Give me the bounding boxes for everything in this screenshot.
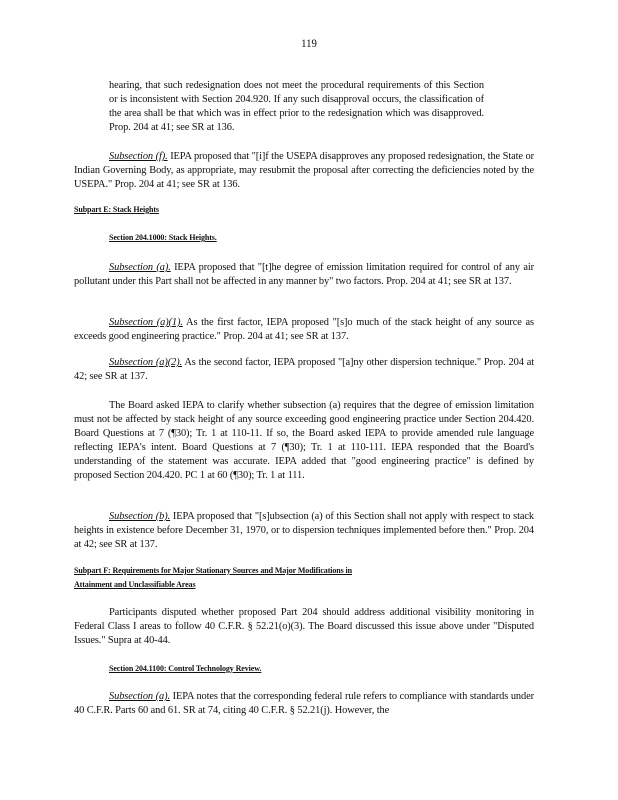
subsection-label: Subsection (f). bbox=[109, 151, 168, 162]
paragraph-hearing: hearing, that such redesignation does not meet the procedural requirements of this Section or is inconsistent with Section 204.920. If any such disapproval occurs, the classification of the area shall be that which was in effect prior to the redesignation which was disapproved. Prop. 204 at 41; see SR at 136. bbox=[109, 80, 484, 133]
paragraph-text: As the second factor, IEPA proposed "[a]ny other dispersion technique." Prop. 204 at 42; see SR at 137. bbox=[74, 357, 534, 382]
paragraph-participants: Participants disputed whether proposed Part 204 should address additional visibility monitoring in Federal Class I areas to follow 40 C.F.R. § 52.21(o)(3). The Board discussed this issue above under "Disputed Issues." Supra at 40-44. bbox=[74, 607, 534, 646]
subsection-label: Subsection (a)(2). bbox=[109, 357, 183, 368]
subpart-e-heading: Subpart E: Stack Heights bbox=[74, 205, 159, 214]
paragraph-text: IEPA notes that the corresponding federal rule refers to compliance with standards under 40 C.F.R. Parts 60 and 61. SR at 74, citing 40 C.F.R. § 52.21(j). However, the bbox=[74, 691, 534, 716]
paragraph-text: IEPA proposed that "[s]ubsection (a) of this Section shall not apply with respect to stack heights in existence before December 31, 1970, or to dispersion techniques implemented before then." Prop. 204 at 42; see SR at 137. bbox=[74, 511, 534, 550]
paragraph-subsection-a2 bbox=[74, 356, 534, 384]
paragraph-subsection-f bbox=[74, 150, 534, 192]
section-1000-heading: Section 204.1000: Stack Heights. bbox=[109, 233, 217, 242]
paragraph-text: IEPA proposed that "[i]f the USEPA disapproves any proposed redesignation, the State or Indian Governing Body, as appropriate, may resubmit the proposal after correcting the deficiencies noted by the USEPA." Prop. 204 at 41; see SR at 136. bbox=[74, 151, 534, 190]
paragraph-subsection-a bbox=[74, 261, 534, 289]
page-number: 119 bbox=[301, 36, 317, 50]
paragraph-subsection-b bbox=[74, 510, 534, 552]
paragraph-board-questions: The Board asked IEPA to clarify whether subsection (a) requires that the degree of emission limitation must not be affected by stack height of any source exceeding good engineering practice under Section 204.420. Board Questions at 7 (¶30); Tr. 1 at 110-11. If so, the Board asked IEPA to provide amended rule language reflecting IEPA's intent. Board Questions at 7 (¶30); Tr. 1 at 110-111. IEPA responded that the Board's understanding of the statement was accurate. IEPA added that "good engineering practice" is defined by proposed Section 204.420. PC 1 at 60 (¶30); Tr. 1 at 111. bbox=[74, 400, 534, 481]
subpart-f-heading-line2: Attainment and Unclassifiable Areas bbox=[74, 580, 196, 589]
subpart-f-heading-line1: Subpart F: Requirements for Major Stationary Sources and Major Modifications in bbox=[74, 566, 353, 575]
subsection-label: Subsection (a)(1). bbox=[109, 317, 183, 328]
paragraph-subsection-a1 bbox=[74, 316, 534, 344]
paragraph-text: As the first factor, IEPA proposed "[s]o much of the stack height of any source as exceeds good engineering practice." Prop. 204 at 41; see SR at 137. bbox=[74, 317, 534, 342]
subsection-label: Subsection (a). bbox=[109, 691, 170, 702]
paragraph-text: IEPA proposed that "[t]he degree of emission limitation required for control of any air pollutant under this Part shall not be affected in any manner by" two factors. Prop. 204 at 41; see SR at 137. bbox=[74, 262, 534, 287]
paragraph-subsection-a-control bbox=[74, 690, 534, 718]
subsection-label: Subsection (a). bbox=[109, 262, 171, 273]
subsection-label: Subsection (b). bbox=[109, 511, 171, 522]
section-1100-heading: Section 204.1100: Control Technology Review. bbox=[109, 664, 262, 673]
